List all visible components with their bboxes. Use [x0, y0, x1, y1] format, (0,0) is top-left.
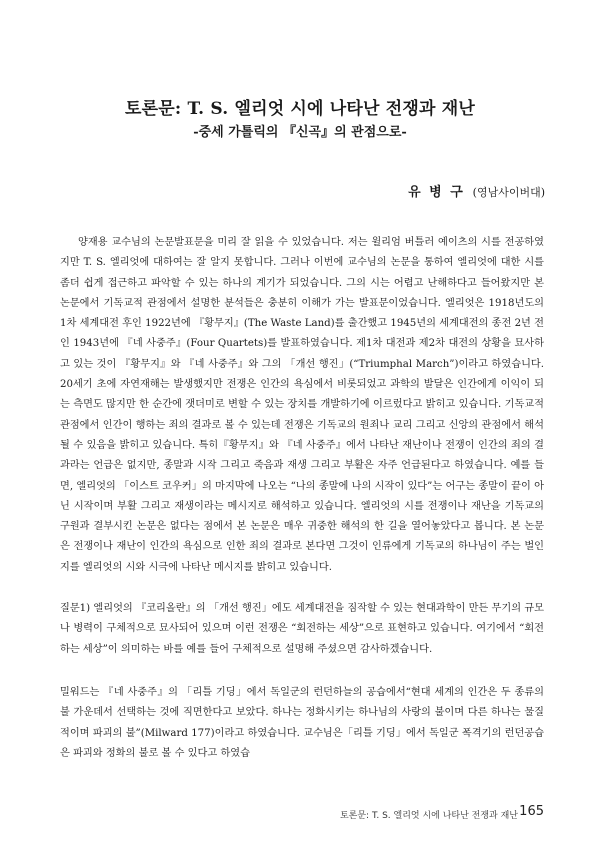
body-paragraph-question-1: 질문1) 엘리엇의 『코리올란』의 「개선 행진」에도 세계대전을 짐작할 수 있는 현대과학이 만든 무기의 규모나 병력이 구체적으로 묘사되어 있으며 이런 전쟁은 “회전하는 세상”으로 표현하고 있습니다. 여기에서 “회전하는 세상”이 의미하는 바를 예를 들어 구체적으로 설명해 주셨으면 감사하겠습니다.	[60, 603, 544, 655]
author-name: 유 병 구	[408, 185, 465, 200]
body-paragraph-milward: 밀워드는 『네 사중주』의 「리틀 기딩」에서 독일군의 런던하늘의 공습에서“현대 세계의 인간은 두 종류의 불 가운데서 선택하는 것에 직면한다고 보았다. 하나는 정화시키는 하나님의 사랑의 불이며 다른 하나는 물질적이며 파괴의 불”(Milward 177)이라고 하였습니다. 교수님은「리틀 기딩」에서 독일군 폭격기의 런던공습은 파괴와 정화의 불로 볼 수 있다고 하였습	[60, 687, 544, 759]
paper-title: 토론문: T. S. 엘리엇 시에 나타난 전쟁과 재난	[124, 99, 476, 119]
author-affiliation: (영남사이버대)	[472, 186, 545, 199]
page-number: 165	[519, 804, 544, 819]
running-footer: 토론문: T. S. 엘리엇 시에 나타난 전쟁과 재난	[339, 811, 518, 821]
body-paragraph-intro: 양재용 교수님의 논문발표문을 미리 잘 읽을 수 있었습니다. 저는 윌리엄 버틀러 예이츠의 시를 전공하였지만 T. S. 엘리엇에 대하여는 잘 알지 못합니다. 그러나 이번에 교수님의 논문을 통하여 엘리엇에 대한 시를 좀더 쉽게 접근하고 파악할 수 있는 하나의 계기가 되었습니다. 그의 시는 어렵고 난해하다고 들어왔지만 본 논문에서 기독교적 관점에서 설명한 분석들은 충분히 이해가 가는 발표문이었습니다. 엘리엇은 1918년도의 1차 세계대전 후인 1922년에 『황무지』(The Waste Land)를 출간했고 1945년의 세계대전의 종전 2년 전인 1943년에 『네 사중주』(Four Quartets)를 발표하였습니다. 제1차 대전과 제2차 대전의 상황을 묘사하고 있는 것이 『황무지』와 『네 사중주』와 그의 「개선 행진」(“Triumphal March”)이라고 하였습니다. 20세기 초에 자연재해는 발생했지만 전쟁은 인간의 욕심에서 비롯되었고 과학의 발달은 인간에게 이익이 되는 측면도 많지만 한 순간에 잿더미로 변할 수 있는 장치를 개발하기에 이르렀다고 밝히고 있습니다. 기독교적 관점에서 인간이 행하는 죄의 결과로 볼 수 있는데 전쟁은 기독교의 원죄나 교리 그리고 신앙의 관점에서 해석될 수 있음을 밝히고 있습니다. 특히『황무지』와 『네 사중주』에서 나타난 재난이나 전쟁이 인간의 죄의 결과라는 언급은 없지만, 종말과 시작 그리고 죽음과 재생 그리고 부활은 자주 언급된다고 하였습니다. 예를 들면, 엘리엇의 「이스트 코우커」의 마지막에 나오는 “나의 종말에 나의 시작이 있다”는 어구는 종말이 끝이 아닌 시작이며 부활 그리고 재생이라는 메시지로 해석하고 있습니다. 엘리엇의 시를 전쟁이나 재난을 기독교의 구원과 결부시킨 논문은 없다는 점에서 본 논문은 매우 귀중한 해석의 한 길을 열어놓았다고 봅니다. 본 논문은 전쟁이나 재난이 인간의 욕심으로 인한 죄의 결과로 본다면 그것이 인류에게 기독교의 하나님이 주는 벌인지를 엘리엇의 시와 시극에 나타난 메시지를 밝히고 있습니다.	[60, 237, 544, 573]
paper-subtitle: -중세 가톨릭의 『신곡』의 관점으로-	[193, 125, 407, 140]
author-line	[408, 181, 545, 200]
